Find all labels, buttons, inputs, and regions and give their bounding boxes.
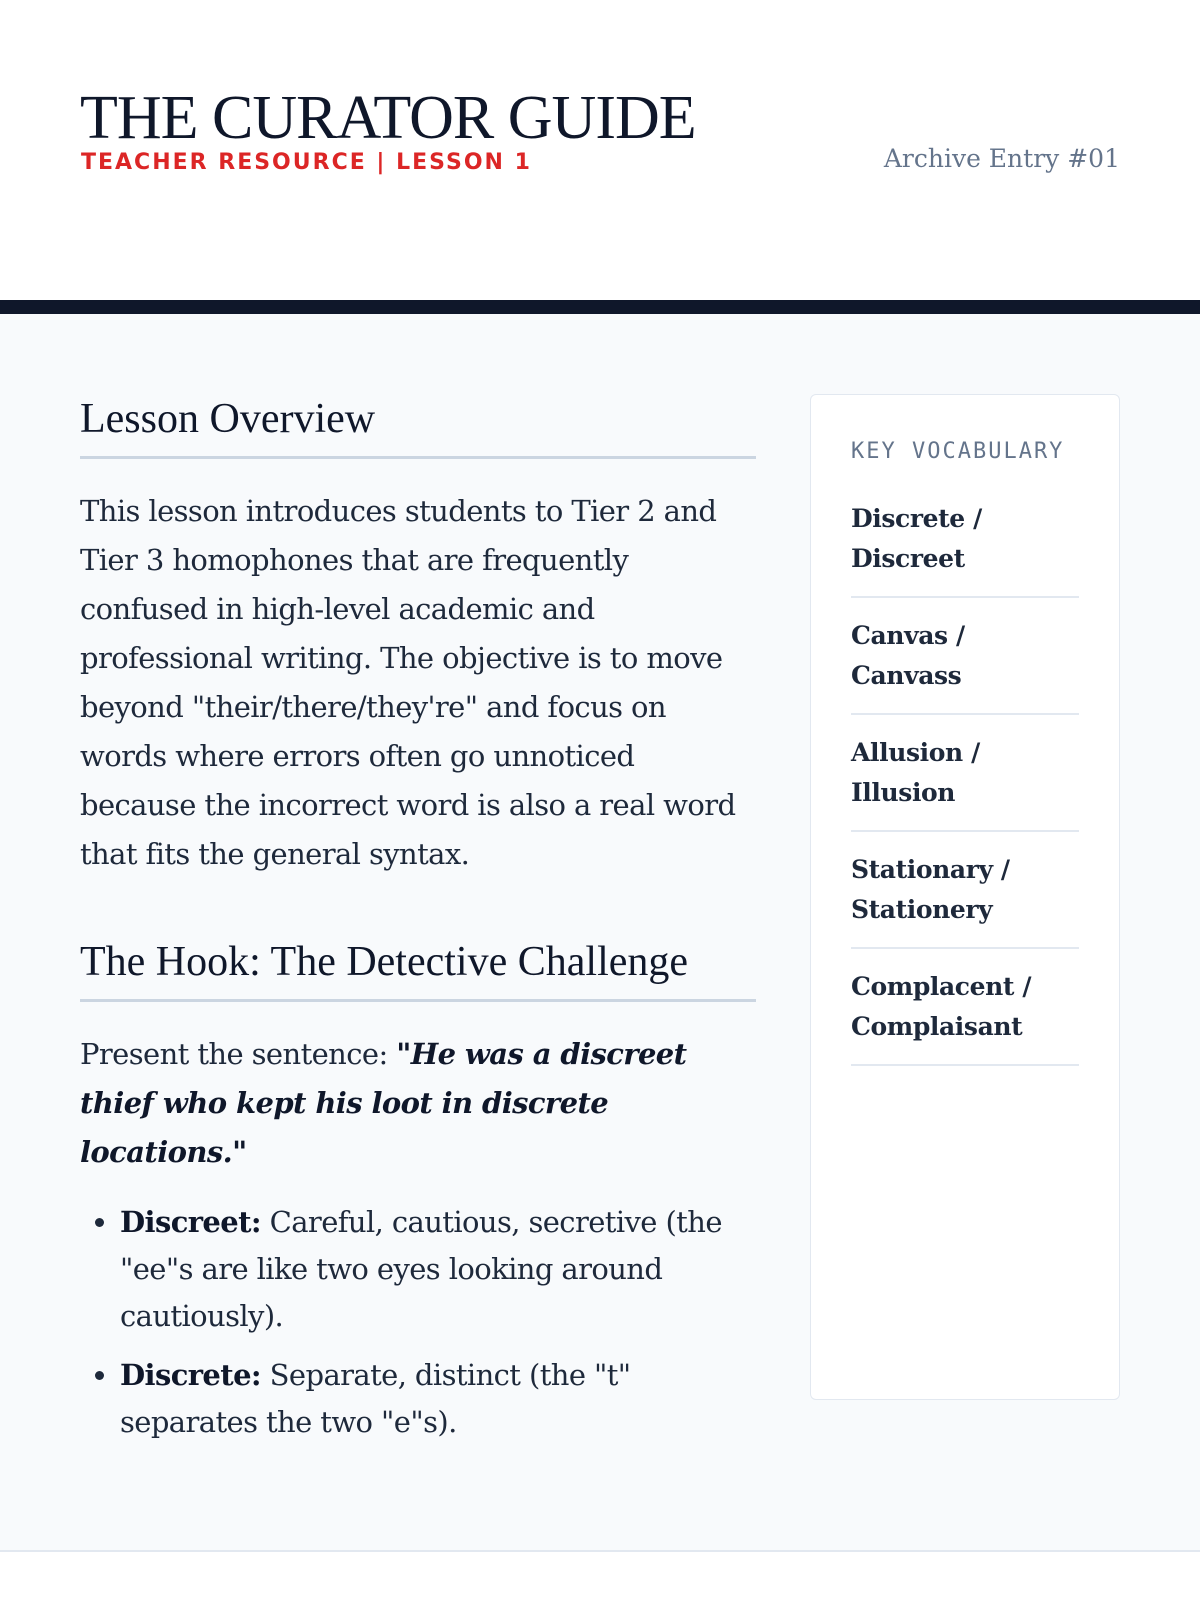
hook-quote: "He was a discreet thief who kept his loot in discrete locations." [80,1037,687,1169]
lesson-article [80,394,756,1458]
definition-text: Careful, cautious, secretive (the "ee"s are like two eyes looking around cautiously). [120,1205,722,1333]
vocab-item: Complacent / Complaisant [851,949,1079,1066]
lesson-overview-text: This lesson introduces students to Tier 2 and Tier 3 homophones that are frequently confused in high-level academic and professional writing. The objective is to move beyond "their/there/they're" and focus on words where errors often go unnoticed because the incorrect word is also a real word that fits the general syntax. [80,494,736,871]
guide-title: THE CURATOR GUIDE [80,84,696,152]
vocab-item: Discrete / Discreet [851,481,1079,598]
hook-heading: The Hook: The Detective Challenge [80,937,756,1002]
resource-subtitle: TEACHER RESOURCE | LESSON 1 [81,150,532,175]
definition-term: Discrete: [120,1358,262,1392]
definition-item-discrete [120,1352,756,1446]
lesson-overview-heading: Lesson Overview [80,394,756,459]
key-vocabulary-sidebar [810,394,1120,1400]
page-footer [0,1552,1200,1600]
hook-intro: Present the sentence: [80,1037,397,1071]
vocab-item: Canvas / Canvass [851,598,1079,715]
lesson-overview-section [80,394,756,879]
definition-term: Discreet: [120,1205,262,1239]
definition-list [80,1199,756,1446]
definition-item-discreet [120,1199,756,1340]
header-divider-bar [0,300,1200,314]
key-vocabulary-label: KEY VOCABULARY [851,439,1065,464]
main-content-area [0,314,1200,1550]
definition-text: Separate, distinct (the "t" separates the two "e"s). [120,1358,631,1439]
hook-section [80,937,756,1446]
page-header [0,0,1200,300]
hook-prompt [80,1030,756,1177]
archive-entry-label: Archive Entry #01 [883,144,1120,173]
vocab-item: Stationary / Stationery [851,832,1079,949]
vocab-item: Allusion / Illusion [851,715,1079,832]
